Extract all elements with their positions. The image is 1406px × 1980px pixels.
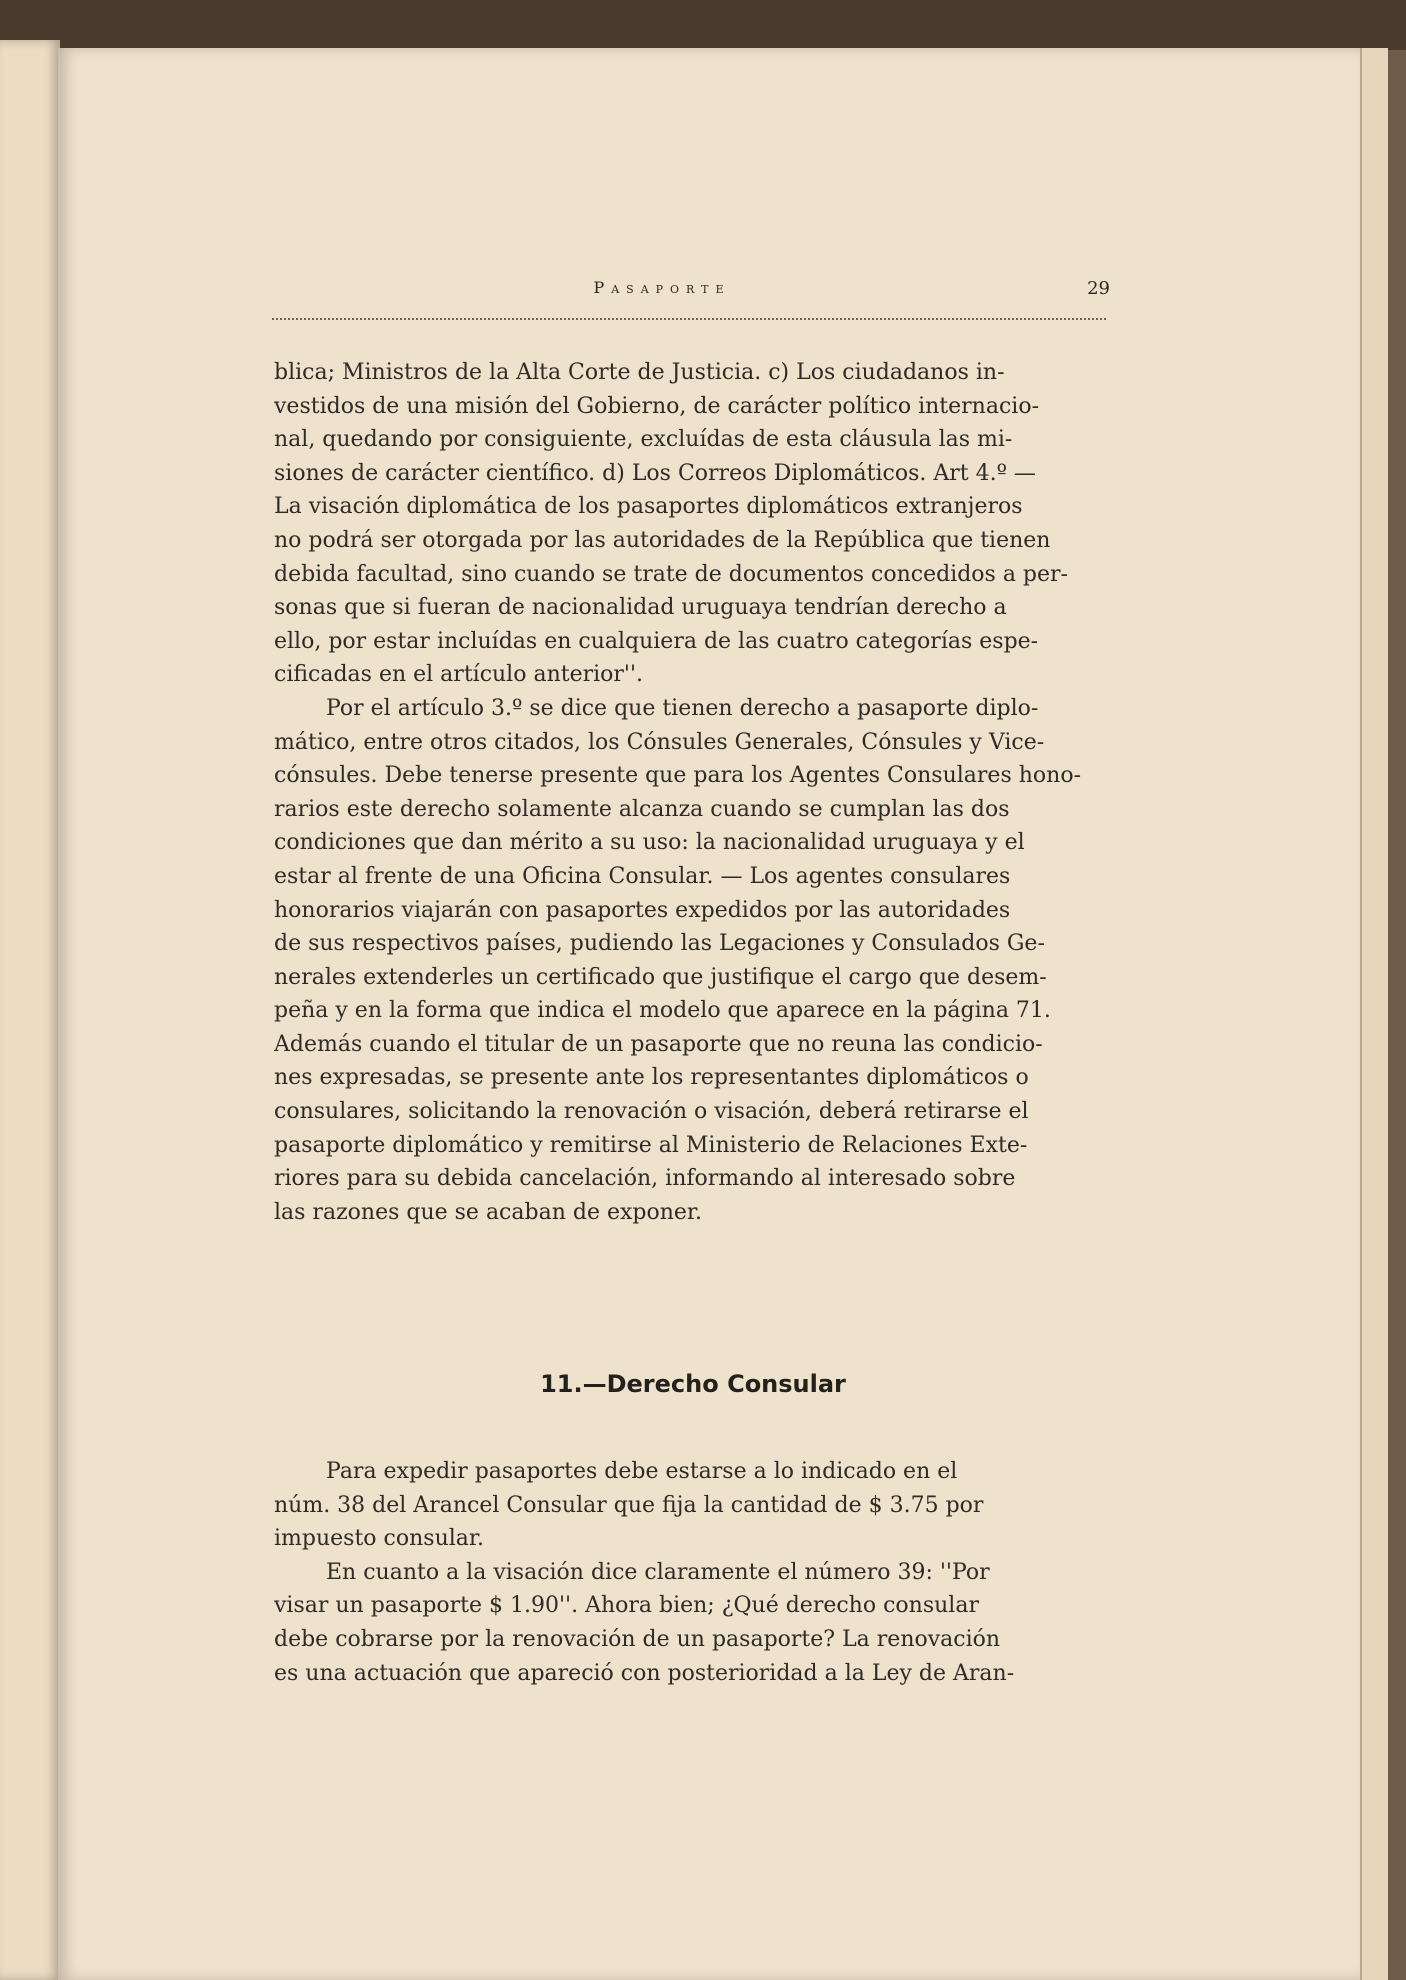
text-line: las razones que se acaban de exponer. [274,1199,702,1225]
text-line: ello, por estar incluídas en cualquiera de las cuatro categorías espe- [274,628,1039,654]
section-heading: 11.—Derecho Consular [540,1370,846,1398]
text-line: consulares, solicitando la renovación o visación, deberá retirarse el [274,1099,1029,1125]
page-stack-edge [1360,48,1388,1980]
text-line: Por el artículo 3.º se dice que tienen derecho a pasaporte diplo- [326,695,1039,721]
text-line: mático, entre otros citados, los Cónsules Generales, Cónsules y Vice- [274,729,1045,755]
facing-page-edge [0,40,60,1980]
text-line: nerales extenderles un certificado que justifique el cargo que desem- [274,964,1047,990]
text-line: peña y en la forma que indica el modelo que aparece en la página 71. [274,998,1051,1024]
text-line: de sus respectivos países, pudiendo las Legaciones y Consulados Ge- [274,931,1045,957]
text-line: es una actuación que apareció con posterioridad a la Ley de Aran- [274,1660,1015,1686]
body-text-before-heading [274,356,1112,1229]
text-line: visar un pasaporte $ 1.90''. Ahora bien; ¿Qué derecho consular [274,1593,979,1619]
text-line: rarios este derecho solamente alcanza cuando se cumplan las dos [274,796,1010,822]
text-line: honorarios viajarán con pasaportes expedidos por las autoridades [274,897,1011,923]
text-line: estar al frente de una Oficina Consular. — Los agentes consulares [274,863,1011,889]
running-title: Pasaporte [593,278,731,297]
text-line: no podrá ser otorgada por las autoridades de la República que tienen [274,527,1051,553]
text-line: vestidos de una misión del Gobierno, de carácter político internacio- [274,393,1040,419]
text-line: cificadas en el artículo anterior''. [274,662,644,688]
text-line: cónsules. Debe tenerse presente que para los Agentes Consulares hono- [274,763,1081,789]
text-line: Para expedir pasaportes debe estarse a lo indicado en el [326,1459,958,1484]
text-line: debida facultad, sino cuando se trate de documentos concedidos a per- [274,561,1068,587]
running-head [214,278,1110,308]
text-line: debe cobrarse por la renovación de un pasaporte? La renovación [274,1626,1001,1652]
body-text-after-heading [274,1455,1112,1690]
text-line: blica; Ministros de la Alta Corte de Justicia. c) Los ciudadanos in- [274,360,1005,385]
text-line: núm. 38 del Arancel Consular que fija la cantidad de $ 3.75 por [274,1492,984,1518]
text-line: nes expresadas, se presente ante los representantes diplomáticos o [274,1065,1029,1091]
text-line: siones de carácter científico. d) Los Correos Diplomáticos. Art 4.º — [274,460,1036,486]
page-number: 29 [1087,278,1110,299]
header-dotted-rule [272,318,1106,320]
text-line: impuesto consular. [274,1526,484,1552]
text-line: Además cuando el titular de un pasaporte que no reuna las condicio- [274,1031,1043,1057]
text-line: sonas que si fueran de nacionalidad uruguaya tendrían derecho a [274,595,1007,621]
text-line: En cuanto a la visación dice claramente el número 39: ''Por [326,1559,990,1585]
text-line: condiciones que dan mérito a su uso: la nacionalidad uruguaya y el [274,830,1025,856]
text-line: nal, quedando por consiguiente, excluídas de esta cláusula las mi- [274,427,1013,453]
text-line: riores para su debida cancelación, informando al interesado sobre [274,1166,1016,1192]
text-line: pasaporte diplomático y remitirse al Ministerio de Relaciones Exte- [274,1132,1028,1158]
text-line: La visación diplomática de los pasaportes diplomáticos extranjeros [274,494,1023,520]
background-top [0,0,1406,50]
